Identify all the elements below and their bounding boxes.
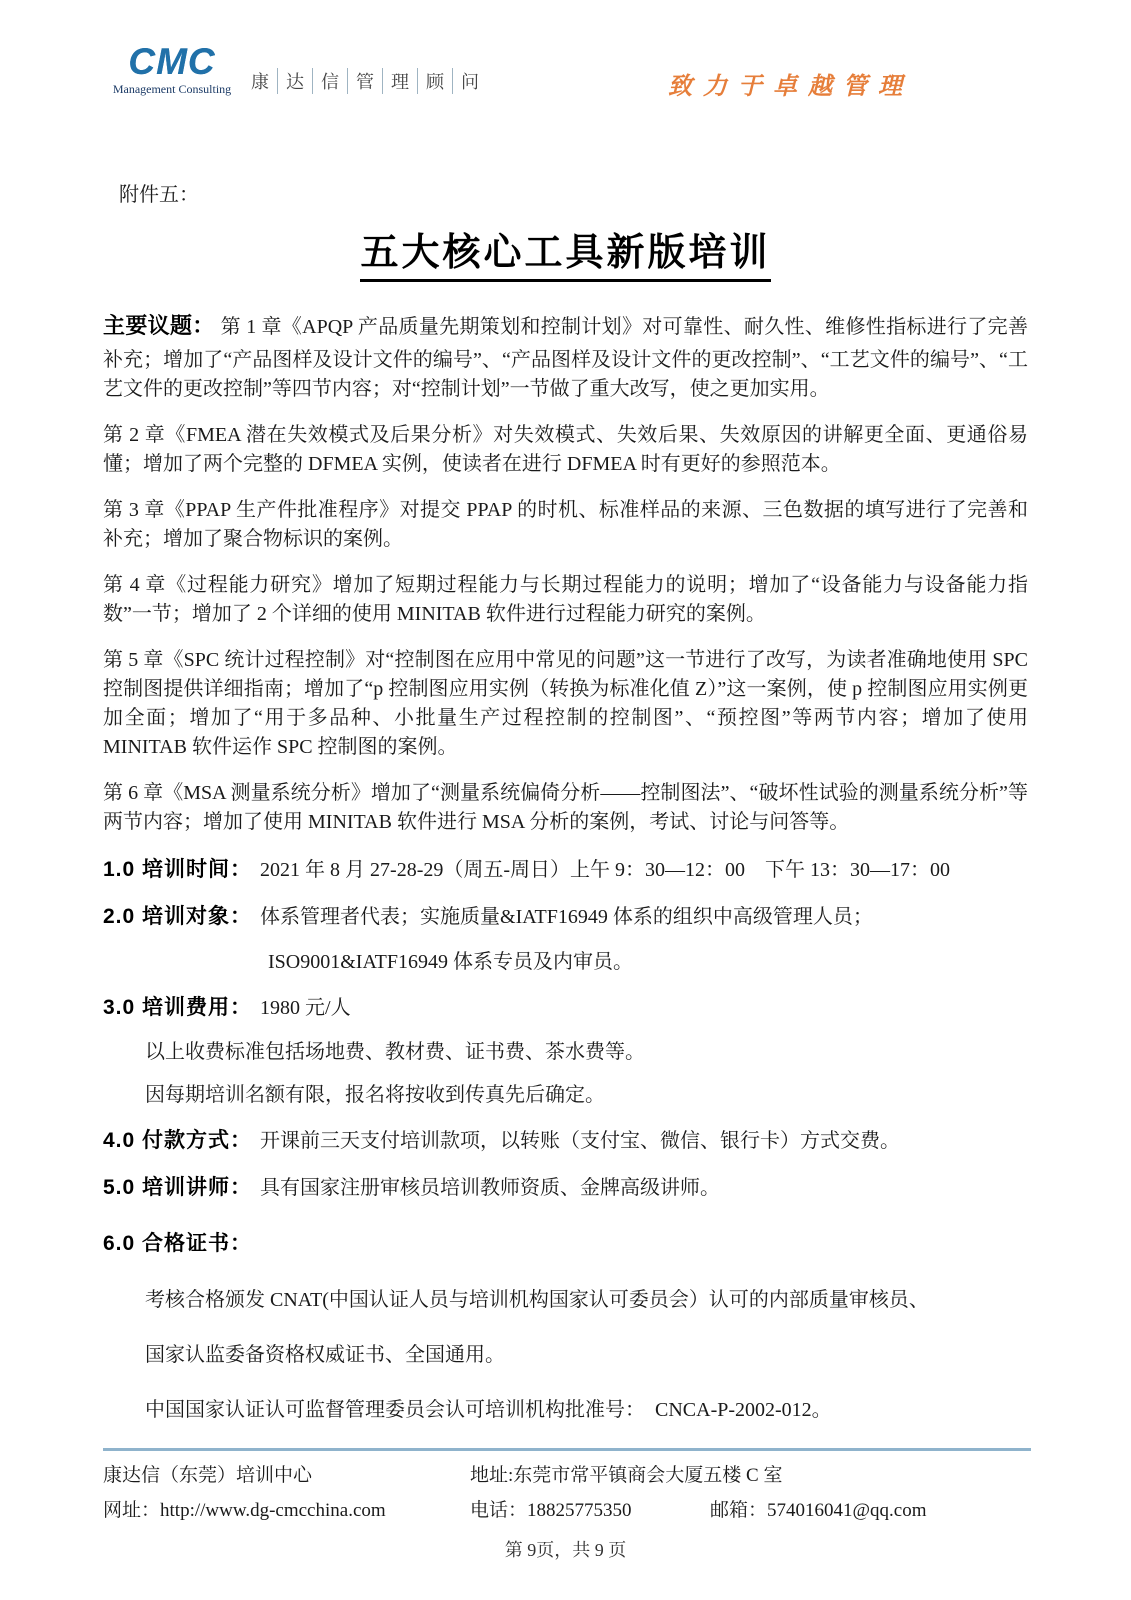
page-footer xyxy=(103,1460,1031,1530)
section-certificate xyxy=(103,1228,1028,1425)
footer-phone xyxy=(470,1495,710,1522)
footer-website-label: 网址： xyxy=(103,1500,161,1521)
brand-char: 理 xyxy=(391,72,409,92)
section-training-time xyxy=(103,854,1028,886)
document-title-text: 五大核心工具新版培训 xyxy=(360,221,770,282)
section-text: 具有国家注册审核员培训教师资质、金牌高级讲师。 xyxy=(260,1177,721,1199)
topics-label: 主要议题： xyxy=(103,313,215,338)
document-title xyxy=(103,221,1028,282)
footer-website xyxy=(103,1495,470,1522)
topic-paragraph-5: 第 5 章《SPC 统计过程控制》对“控制图在应用中常见的问题”这一节进行了改写，为读者准确地使用 SPC 控制图提供详细指南；增加了“p 控制图应用实例（转换为标准化值 Z）”这一案例，使 p 控制图应用实例更加全面；增加了“用于多品种、小批量生产过程控制的控制图”、“预控图”等两节内容；增加了使用 MINITAB 软件运作 SPC 控制图的案例。 xyxy=(103,649,1028,758)
topic-paragraph-6: 第 6 章《MSA 测量系统分析》增加了“测量系统偏倚分析——控制图法”、“破坏性试验的测量系统分析”等两节内容；增加了使用 MINITAB 软件进行 MSA 分析的案例，考试、讨论与问答等。 xyxy=(103,782,1028,833)
footer-phone-label: 电话： xyxy=(470,1500,528,1521)
topic-paragraph-2: 第 2 章《FMEA 潜在失效模式及后果分析》对失效模式、失效后果、失效原因的讲解更全面、更通俗易懂；增加了两个完整的 DFMEA 实例，使读者在进行 DFMEA 时有更好的参照范本。 xyxy=(103,424,1028,475)
section-text: 体系管理者代表；实施质量&IATF16949 体系的组织中高级管理人员； xyxy=(260,906,873,928)
footer-email xyxy=(710,1495,1031,1522)
topic-paragraph-3: 第 3 章《PPAP 生产件批准程序》对提交 PPAP 的时机、标准样品的来源、三色数据的填写进行了完善和补充；增加了聚合物标识的案例。 xyxy=(103,499,1028,550)
brand-char: 达 xyxy=(286,72,304,92)
section-training-audience xyxy=(103,901,1028,977)
section-subtext: ISO9001&IATF16949 体系专员及内审员。 xyxy=(268,951,634,973)
section-training-fee xyxy=(103,992,1028,1110)
page-header xyxy=(0,41,1131,114)
document-body xyxy=(103,178,1028,1440)
section-label: 3.0 培训费用： xyxy=(103,996,253,1019)
footer-website-url: http://www.dg-cmcchina.com xyxy=(160,1500,386,1521)
topic-paragraph-4: 第 4 章《过程能力研究》增加了短期过程能力与长期过程能力的说明；增加了“设备能力与设备能力指数”一节；增加了 2 个详细的使用 MINITAB 软件进行过程能力研究的案例。 xyxy=(103,574,1028,625)
certificate-note-1: 考核合格颁发 CNAT(中国认证人员与培训机构国家认可委员会）认可的内部质量审核员、 xyxy=(145,1289,929,1311)
cmc-logo-subtitle: Management Consulting xyxy=(112,82,232,96)
section-label: 1.0 培训时间： xyxy=(103,858,253,881)
section-label: 5.0 培训讲师： xyxy=(103,1176,253,1199)
fee-note-2: 因每期培训名额有限，报名将按收到传真先后确定。 xyxy=(145,1084,605,1106)
section-trainer xyxy=(103,1172,1028,1204)
brand-char: 信 xyxy=(321,72,339,92)
section-payment-method xyxy=(103,1125,1028,1157)
section-text: 2021 年 8 月 27-28-29（周五-周日）上午 9：30—12：00 下午 13：30—17：00 xyxy=(260,859,951,881)
section-label: 4.0 付款方式： xyxy=(103,1129,253,1152)
cmc-logo xyxy=(112,41,232,97)
footer-divider xyxy=(103,1448,1031,1451)
footer-org-name: 康达信（东莞）培训中心 xyxy=(103,1465,313,1486)
footer-address: 地址:东莞市常平镇商会大厦五楼 C 室 xyxy=(470,1465,783,1486)
certificate-note-2: 国家认监委备资格权威证书、全国通用。 xyxy=(145,1344,505,1366)
brand-char: 问 xyxy=(461,72,479,92)
section-label: 6.0 合格证书： xyxy=(103,1232,253,1255)
section-label: 2.0 培训对象： xyxy=(103,905,253,928)
section-text: 1980 元/人 xyxy=(260,997,351,1019)
brand-char: 康 xyxy=(251,72,269,92)
page-number: 第 9页，共 9 页 xyxy=(504,1540,627,1560)
footer-email-label: 邮箱： xyxy=(710,1500,768,1521)
brand-name-row xyxy=(243,68,487,94)
brand-char: 管 xyxy=(356,72,374,92)
brand-char: 顾 xyxy=(426,72,444,92)
section-text: 开课前三天支付培训款项，以转账（支付宝、微信、银行卡）方式交费。 xyxy=(260,1130,901,1152)
fee-note-1: 以上收费标准包括场地费、教材费、证书费、茶水费等。 xyxy=(145,1041,645,1063)
attachment-label: 附件五： xyxy=(119,184,199,206)
topic-paragraph-1-text: 第 1 章《APQP 产品质量先期策划和控制计划》对可靠性、耐久性、维修性指标进行了完善补充；增加了“产品图样及设计文件的编号”、“产品图样及设计文件的更改控制”、“工艺文件的编号”、“工艺文件的更改控制”等四节内容；对“控制计划”一节做了重大改写，使之更加实用。 xyxy=(103,316,1028,400)
cmc-logo-wordmark: CMC xyxy=(112,44,232,80)
footer-email-address: 574016041@qq.com xyxy=(767,1500,927,1521)
certificate-note-3: 中国国家认证认可监督管理委员会认可培训机构批准号： CNCA-P-2002-012。 xyxy=(145,1399,832,1421)
footer-phone-number: 18825775350 xyxy=(527,1500,632,1521)
company-slogan: 致力于卓越管理 xyxy=(668,74,913,100)
topic-paragraph-1 xyxy=(103,306,1028,404)
